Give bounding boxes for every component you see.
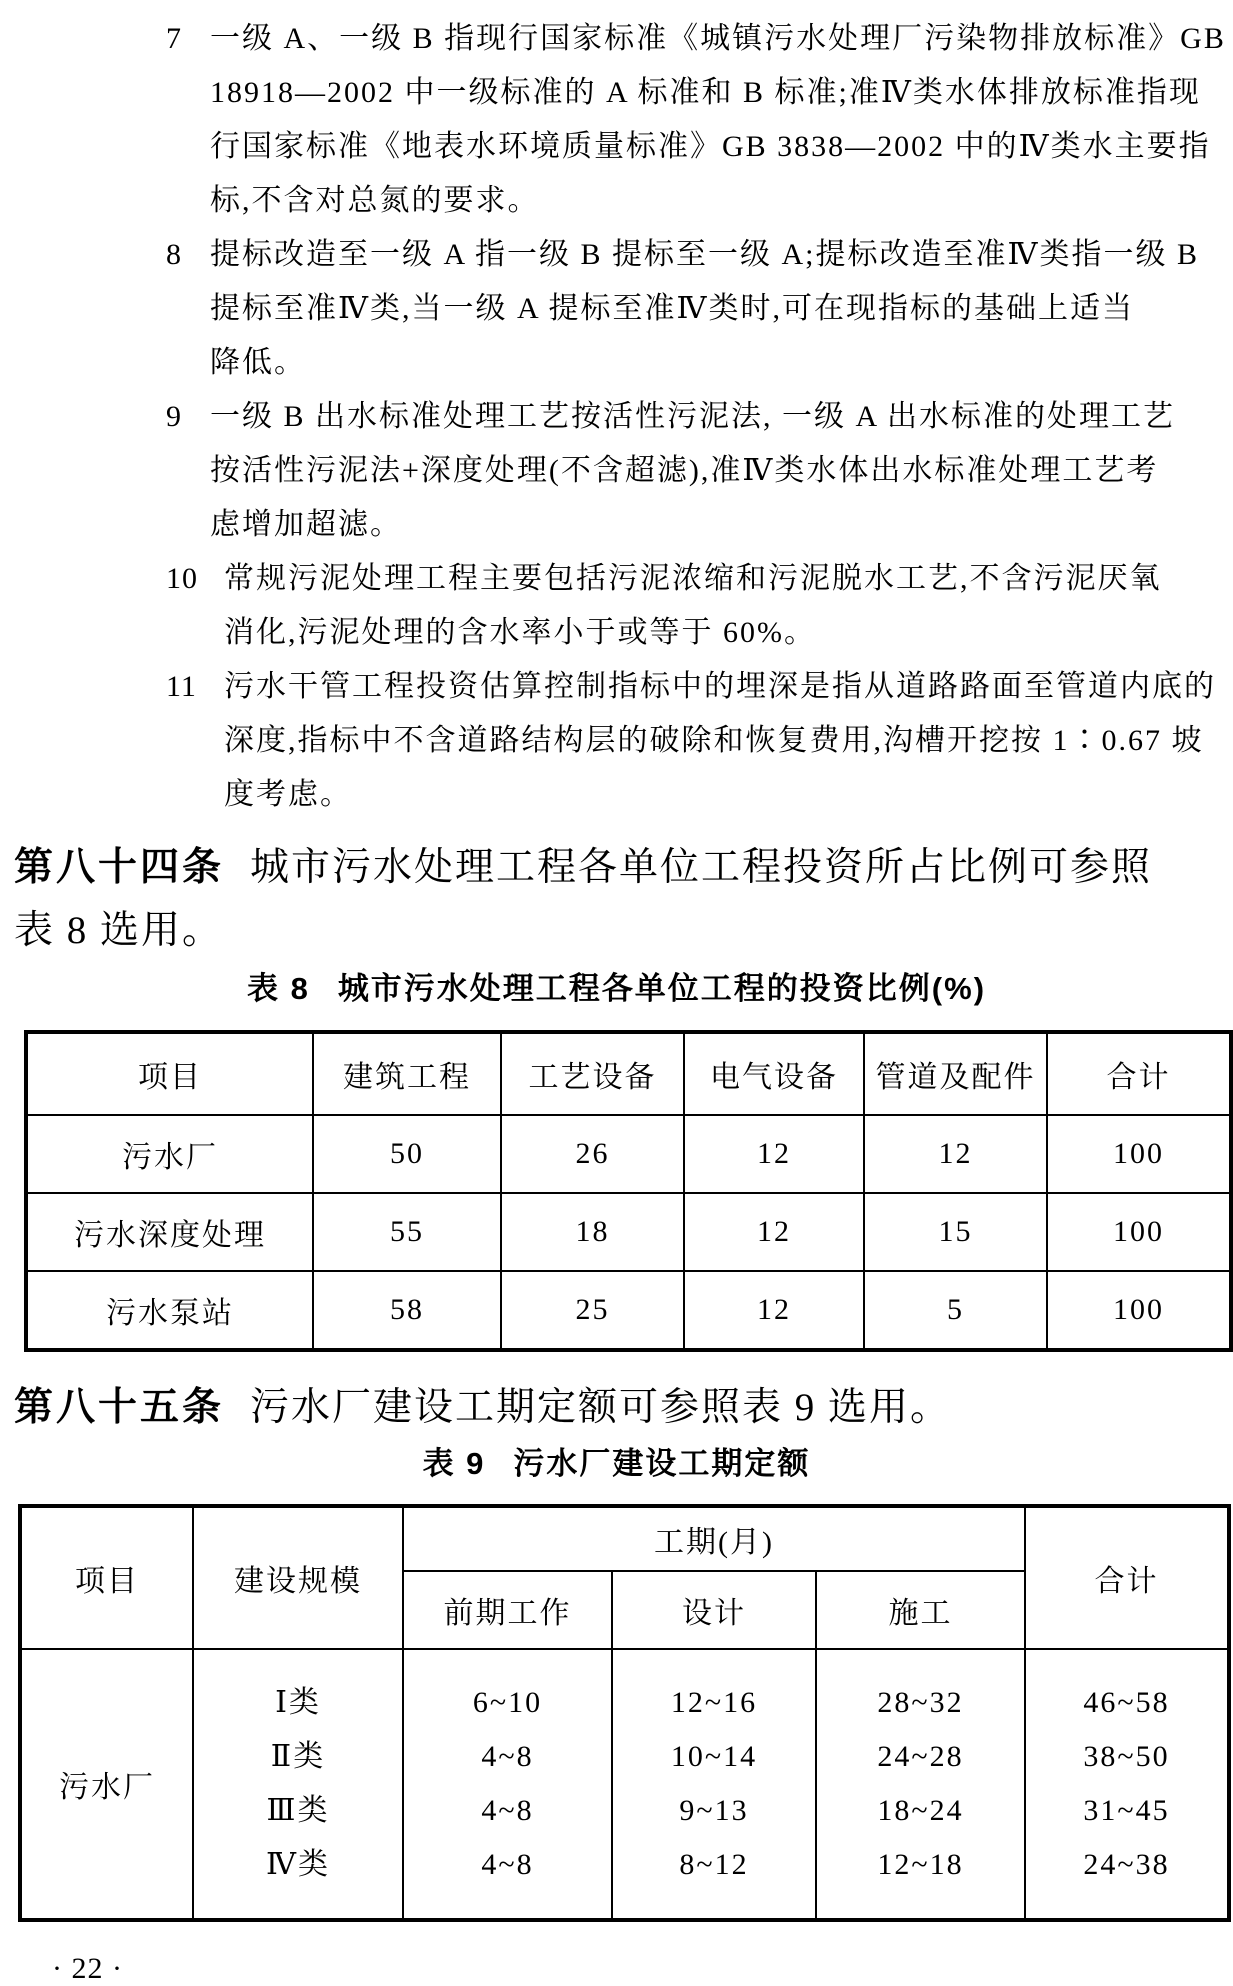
- note-line: 污水干管工程投资估算控制指标中的埋深是指从道路路面至管道内底的: [224, 670, 1216, 703]
- article-84-text-line1: 城市污水处理工程各单位工程投资所占比例可参照: [250, 846, 1153, 889]
- table8-cell: 26: [501, 1115, 684, 1193]
- note-line: 常规污泥处理工程主要包括污泥浓缩和污泥脱水工艺,不含污泥厌氧: [224, 562, 1162, 595]
- note-text: [210, 228, 1233, 390]
- table8-cell: 58: [313, 1271, 501, 1350]
- table8-header-cell: 工艺设备: [501, 1032, 684, 1115]
- table9-cell: 4~8: [481, 1848, 534, 1881]
- note-line: 提标至准Ⅳ类,当一级 A 提标至准Ⅳ类时,可在现指标的基础上适当: [210, 292, 1134, 325]
- note-item-10: [166, 552, 1233, 660]
- table9-header-total: 合计: [1025, 1506, 1229, 1649]
- note-line: 标,不含对总氮的要求。: [210, 184, 540, 217]
- note-number: 10: [166, 562, 198, 595]
- table8-cell: 12: [684, 1271, 864, 1350]
- table9-header-design: 设计: [612, 1571, 816, 1649]
- table8-title-text: 城市污水处理工程各单位工程的投资比例(%): [337, 971, 987, 1006]
- table8-cell: 污水泵站: [26, 1271, 313, 1350]
- table9-body-row: [20, 1649, 1229, 1920]
- table9-cell: Ⅱ类: [270, 1740, 326, 1773]
- note-line: 一级 B 出水标准处理工艺按活性污泥法, 一级 A 出水标准的处理工艺: [210, 400, 1176, 433]
- note-number: 8: [166, 238, 182, 271]
- note-text: [210, 12, 1233, 228]
- table8-cell: 18: [501, 1193, 684, 1271]
- table8-header-cell: 电气设备: [684, 1032, 864, 1115]
- note-line: 虑增加超滤。: [210, 508, 402, 541]
- table9-cell: Ⅳ类: [266, 1848, 330, 1881]
- table9-cell: 4~8: [481, 1794, 534, 1827]
- article-85-number: 第八十五条: [14, 1386, 225, 1429]
- table8-title-label: 表 8: [246, 971, 310, 1006]
- note-line: 提标改造至一级 A 指一级 B 提标至一级 A;提标改造至准Ⅳ类指一级 B: [210, 238, 1199, 271]
- table9-header-scale: 建设规模: [193, 1506, 403, 1649]
- table9-project-cell: 污水厂: [20, 1649, 193, 1920]
- note-line: 一级 A、一级 B 指现行国家标准《城镇污水处理厂污染物排放标准》GB: [210, 22, 1226, 55]
- table9-cell: 12~16: [670, 1686, 758, 1719]
- note-line: 消化,污泥处理的含水率小于或等于 60%。: [224, 616, 816, 649]
- note-line: 降低。: [210, 346, 306, 379]
- table9-construction-column: [816, 1649, 1025, 1920]
- table9: [18, 1504, 1231, 1922]
- table9-title: [0, 1447, 1233, 1480]
- table9-cell: Ⅲ类: [266, 1794, 330, 1827]
- note-line: 18918—2002 中一级标准的 A 标准和 B 标准;准Ⅳ类水体排放标准指现: [210, 76, 1201, 109]
- page-number: · 22 ·: [52, 1952, 123, 1985]
- table8-cell: 12: [684, 1115, 864, 1193]
- article-84-number: 第八十四条: [14, 846, 225, 889]
- table9-cell: 31~45: [1083, 1794, 1170, 1827]
- note-line: 深度,指标中不含道路结构层的破除和恢复费用,沟槽开挖按 1∶0.67 坡: [224, 724, 1204, 757]
- table9-cell: 4~8: [481, 1740, 534, 1773]
- table9-class-column: [193, 1649, 403, 1920]
- table8-cell: 100: [1047, 1115, 1231, 1193]
- table9-cell: 9~13: [679, 1794, 749, 1827]
- table8-row: [26, 1115, 1231, 1193]
- note-line: 度考虑。: [224, 778, 352, 811]
- note-line: 按活性污泥法+深度处理(不含超滤),准Ⅳ类水体出水标准处理工艺考: [210, 454, 1159, 487]
- article-85-text: 污水厂建设工期定额可参照表 9 选用。: [250, 1386, 952, 1429]
- note-number: 11: [166, 670, 197, 703]
- note-item-7: [166, 12, 1233, 228]
- article-84-heading: [14, 836, 1233, 899]
- table8-title: [0, 972, 1233, 1005]
- table9-cell: 38~50: [1083, 1740, 1170, 1773]
- table9-cell: 8~12: [679, 1848, 749, 1881]
- table8: [24, 1030, 1233, 1352]
- table8-header-cell: 合计: [1047, 1032, 1231, 1115]
- table8-cell: 100: [1047, 1193, 1231, 1271]
- table8-row: [26, 1193, 1231, 1271]
- note-text: [210, 390, 1233, 552]
- table8-cell: 12: [684, 1193, 864, 1271]
- table8-header-cell: 管道及配件: [864, 1032, 1047, 1115]
- table9-cell: 28~32: [877, 1686, 964, 1719]
- table8-row: [26, 1271, 1231, 1350]
- table9-cell: 6~10: [472, 1686, 543, 1719]
- table8-cell: 5: [864, 1271, 1047, 1350]
- table8-header-cell: 项目: [26, 1032, 313, 1115]
- table9-header-duration-group: 工期(月): [403, 1506, 1025, 1571]
- table9-header-row-1: [20, 1506, 1229, 1571]
- table9-prelim-column: [403, 1649, 612, 1920]
- table8-header-cell: 建筑工程: [313, 1032, 501, 1115]
- table9-cell: Ⅰ类: [275, 1686, 321, 1719]
- note-item-8: [166, 228, 1233, 390]
- table8-cell: 12: [864, 1115, 1047, 1193]
- note-text: [224, 660, 1233, 822]
- table9-title-label: 表 9: [422, 1446, 486, 1481]
- table8-header-row: [26, 1032, 1231, 1115]
- table9-cell: 10~14: [670, 1740, 758, 1773]
- table8-cell: 100: [1047, 1271, 1231, 1350]
- table9-design-column: [612, 1649, 816, 1920]
- table9-header-project: 项目: [20, 1506, 193, 1649]
- table9-cell: 18~24: [877, 1794, 964, 1827]
- table8-cell: 50: [313, 1115, 501, 1193]
- table8-cell: 55: [313, 1193, 501, 1271]
- table9-header-construction: 施工: [816, 1571, 1025, 1649]
- note-number: 9: [166, 400, 182, 433]
- table9-title-text: 污水厂建设工期定额: [513, 1446, 811, 1481]
- note-item-9: [166, 390, 1233, 552]
- table9-total-column: [1025, 1649, 1229, 1920]
- table8-cell: 15: [864, 1193, 1047, 1271]
- table8-cell: 污水深度处理: [26, 1193, 313, 1271]
- article-84-text-line2: 表 8 选用。: [14, 909, 224, 952]
- note-line: 行国家标准《地表水环境质量标准》GB 3838—2002 中的Ⅳ类水主要指: [210, 130, 1211, 163]
- table9-header-prelim: 前期工作: [403, 1571, 612, 1649]
- table9-cell: 46~58: [1083, 1686, 1170, 1719]
- note-text: [224, 552, 1233, 660]
- table9-cell: 12~18: [877, 1848, 964, 1881]
- note-item-11: [166, 660, 1233, 822]
- table9-cell: 24~38: [1083, 1848, 1170, 1881]
- table9-cell: 24~28: [877, 1740, 964, 1773]
- notes-list: [0, 0, 1233, 822]
- table8-cell: 25: [501, 1271, 684, 1350]
- article-85-heading: [14, 1376, 1233, 1439]
- table8-cell: 污水厂: [26, 1115, 313, 1193]
- note-number: 7: [166, 22, 182, 55]
